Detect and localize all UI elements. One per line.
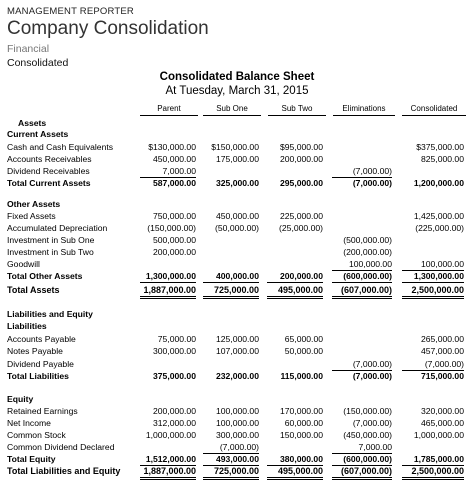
cell-parent: 200,000.00 [152, 247, 196, 257]
table-row [0, 246, 474, 258]
table-row [0, 258, 474, 270]
table-row [0, 405, 474, 417]
cell-sub-one: 725,000.00 [203, 284, 259, 299]
cell-consolidated: 715,000.00 [420, 371, 464, 381]
cell-sub-two: 60,000.00 [284, 418, 323, 428]
row-label: Investment in Sub Two [7, 247, 94, 257]
cell-parent: 1,887,000.00 [140, 284, 196, 299]
table-row [0, 270, 474, 282]
cell-sub-one: 107,000.00 [215, 346, 259, 356]
cell-consolidated: (7,000.00) [402, 358, 464, 371]
cell-eliminations: (600,000.00) [332, 453, 392, 466]
cell-parent: (150,000.00) [147, 223, 196, 233]
cell-eliminations: (450,000.00) [343, 430, 392, 440]
cell-sub-two: 200,000.00 [279, 154, 323, 164]
table-row [0, 128, 474, 140]
cell-eliminations: (607,000.00) [332, 465, 392, 480]
cell-parent: 312,000.00 [152, 418, 196, 428]
column-header-sub-one: Sub One [203, 103, 261, 116]
cell-consolidated: 2,500,000.00 [402, 284, 464, 299]
row-label: Current Assets [7, 129, 69, 139]
row-label: Fixed Assets [7, 211, 56, 221]
row-label: Accumulated Depreciation [7, 223, 108, 233]
cell-consolidated: 320,000.00 [420, 406, 464, 416]
cell-sub-one: $150,000.00 [211, 142, 259, 152]
cell-sub-one: 125,000.00 [215, 334, 259, 344]
table-row [0, 370, 474, 382]
row-label: Dividend Receivables [7, 166, 90, 176]
page-title: Company Consolidation [7, 18, 209, 39]
row-label: Total Liabilities and Equity [7, 466, 121, 476]
column-header-eliminations: Eliminations [333, 103, 395, 116]
cell-consolidated: 1,200,000.00 [413, 178, 464, 188]
cell-sub-one: 400,000.00 [203, 270, 259, 283]
row-label: Liabilities [7, 321, 47, 331]
cell-eliminations: (7,000.00) [352, 371, 392, 381]
row-label: Net Income [7, 418, 51, 428]
row-label: Cash and Cash Equivalents [7, 142, 114, 152]
cell-eliminations: (607,000.00) [332, 284, 392, 299]
cell-sub-one: 232,000.00 [215, 371, 259, 381]
cell-consolidated: 100,000.00 [402, 258, 464, 271]
table-row [0, 465, 474, 478]
column-header-parent: Parent [140, 103, 198, 116]
table-row [0, 141, 474, 153]
cell-sub-one: (50,000.00) [215, 223, 259, 233]
table-row [0, 284, 474, 297]
cell-sub-two: 115,000.00 [280, 371, 323, 381]
row-label: Equity [7, 394, 34, 404]
cell-consolidated: 825,000.00 [420, 154, 464, 164]
row-label: Common Dividend Declared [7, 442, 115, 452]
cell-consolidated: $375,000.00 [416, 142, 464, 152]
cell-sub-two: 295,000.00 [279, 178, 323, 188]
cell-sub-one: 493,000.00 [203, 453, 259, 466]
row-label: Assets [18, 118, 47, 128]
cell-sub-one: 325,000.00 [215, 178, 259, 188]
cell-consolidated: (225,000.00) [415, 223, 464, 233]
row-label: Investment in Sub One [7, 235, 95, 245]
column-header-consolidated: Consolidated [402, 103, 466, 116]
cell-parent: 587,000.00 [152, 178, 196, 188]
cell-sub-two: 170,000.00 [279, 406, 323, 416]
app-header [7, 6, 209, 70]
cell-parent: $130,000.00 [148, 142, 196, 152]
table-row [0, 320, 474, 332]
cell-sub-two: (25,000.00) [279, 223, 323, 233]
cell-parent: 75,000.00 [157, 334, 196, 344]
row-label: Total Current Assets [7, 178, 91, 188]
cell-parent: 450,000.00 [152, 154, 196, 164]
cell-parent: 1,000,000.00 [145, 430, 196, 440]
cell-eliminations: 100,000.00 [332, 258, 392, 271]
cell-eliminations: (7,000.00) [332, 165, 392, 178]
table-row [0, 441, 474, 453]
cell-sub-one: 100,000.00 [215, 406, 259, 416]
app-name: MANAGEMENT REPORTER [7, 6, 134, 17]
report-date: At Tuesday, March 31, 2015 [165, 85, 309, 97]
cell-consolidated: 2,500,000.00 [402, 465, 464, 480]
table-row [0, 417, 474, 429]
cell-eliminations: (200,000.00) [343, 247, 392, 257]
row-label: Goodwill [7, 259, 40, 269]
row-label: Total Equity [7, 454, 56, 464]
table-row [0, 333, 474, 345]
row-label: Accounts Payable [7, 334, 76, 344]
row-label: Other Assets [7, 199, 61, 209]
table-row [0, 453, 474, 465]
table-row [0, 153, 474, 165]
table-row [0, 165, 474, 177]
cell-sub-one: (7,000.00) [203, 441, 259, 454]
cell-parent: 1,887,000.00 [140, 465, 196, 480]
row-label: Liabilities and Equity [7, 309, 93, 319]
row-label: Retained Earnings [7, 406, 78, 416]
cell-consolidated: 465,000.00 [420, 418, 464, 428]
cell-consolidated: 1,425,000.00 [413, 211, 464, 221]
cell-consolidated: 1,300,000.00 [402, 270, 464, 283]
table-row [0, 177, 474, 189]
cell-sub-one: 175,000.00 [215, 154, 259, 164]
cell-parent: 500,000.00 [152, 235, 196, 245]
cell-eliminations: (600,000.00) [332, 270, 392, 283]
cell-parent: 7,000.00 [140, 165, 196, 178]
cell-sub-two: 65,000.00 [284, 334, 323, 344]
cell-eliminations: (500,000.00) [343, 235, 392, 245]
entity-label: Consolidated [7, 57, 69, 69]
cell-parent: 300,000.00 [152, 346, 196, 356]
cell-sub-one: 300,000.00 [215, 430, 259, 440]
cell-sub-two: 495,000.00 [267, 284, 323, 299]
cell-sub-two: 380,000.00 [267, 453, 323, 466]
cell-parent: 1,512,000.00 [140, 453, 196, 466]
cell-sub-one: 450,000.00 [215, 211, 259, 221]
cell-eliminations: 7,000.00 [332, 441, 392, 454]
cell-sub-two: 200,000.00 [267, 270, 323, 283]
cell-parent: 375,000.00 [152, 371, 196, 381]
table-row [0, 234, 474, 246]
table-row [0, 308, 474, 320]
cell-sub-two: $95,000.00 [279, 142, 323, 152]
cell-eliminations: (7,000.00) [332, 358, 392, 371]
cell-parent: 750,000.00 [152, 211, 196, 221]
row-label: Total Other Assets [7, 271, 83, 281]
row-label: Common Stock [7, 430, 66, 440]
cell-parent: 1,300,000.00 [140, 270, 196, 283]
table-row [0, 210, 474, 222]
report-title: Consolidated Balance Sheet [159, 71, 315, 83]
table-row [0, 358, 474, 370]
table-row [0, 222, 474, 234]
cell-sub-two: 225,000.00 [279, 211, 323, 221]
column-header-sub-two: Sub Two [268, 103, 326, 116]
row-label: Dividend Payable [7, 359, 74, 369]
cell-eliminations: (7,000.00) [352, 418, 392, 428]
cell-sub-two: 50,000.00 [284, 346, 323, 356]
cell-sub-two: 150,000.00 [279, 430, 323, 440]
cell-consolidated: 265,000.00 [420, 334, 464, 344]
cell-consolidated: 1,785,000.00 [402, 453, 464, 466]
cell-sub-one: 100,000.00 [215, 418, 259, 428]
table-row [0, 345, 474, 357]
cell-sub-two: 495,000.00 [267, 465, 323, 480]
cell-consolidated: 1,000,000.00 [413, 430, 464, 440]
row-label: Total Liabilities [7, 371, 69, 381]
cell-eliminations: (150,000.00) [343, 406, 392, 416]
cell-parent: 200,000.00 [152, 406, 196, 416]
row-label: Total Assets [7, 285, 60, 295]
table-row [0, 198, 474, 210]
cell-consolidated: 457,000.00 [420, 346, 464, 356]
cell-eliminations: (7,000.00) [352, 178, 392, 188]
table-row [0, 393, 474, 405]
page-subtitle: Financial [7, 43, 50, 55]
row-label: Accounts Receivables [7, 154, 92, 164]
cell-sub-one: 725,000.00 [203, 465, 259, 480]
row-label: Notes Payable [7, 346, 63, 356]
table-row [0, 429, 474, 441]
